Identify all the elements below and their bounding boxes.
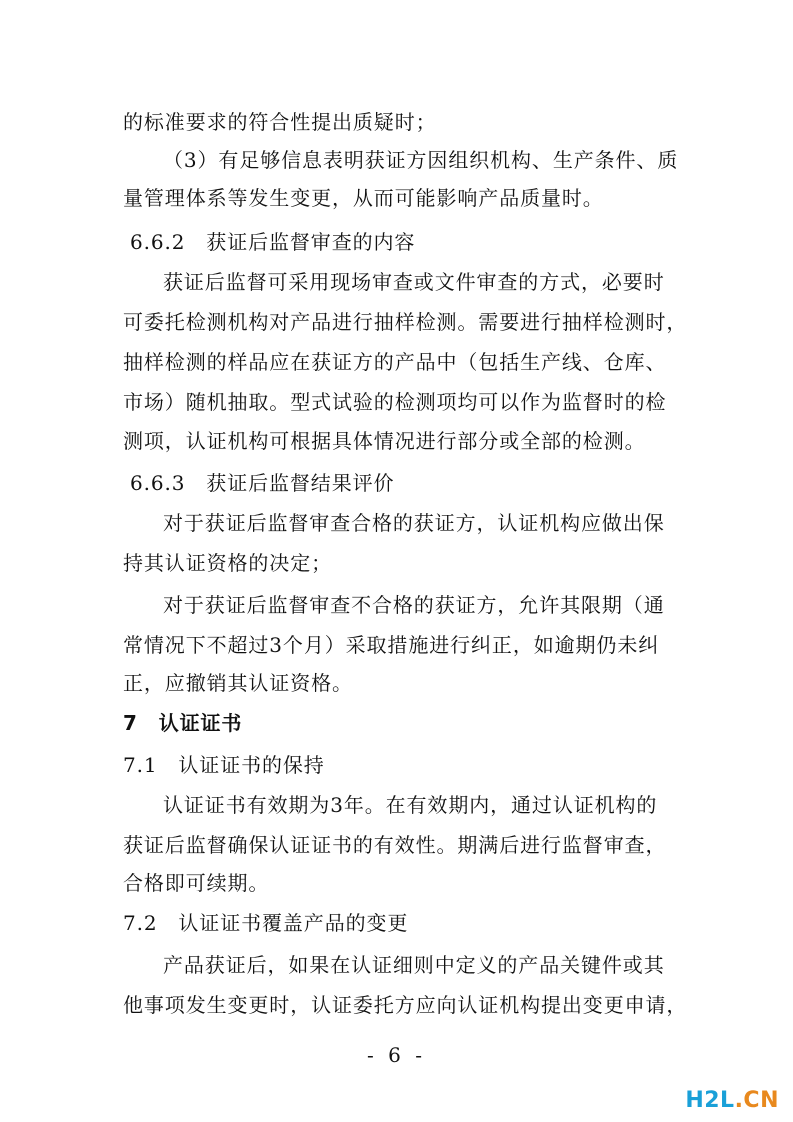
text-line: 持其认证资格的决定；: [123, 551, 332, 575]
chapter-heading-7: 7 认证证书: [123, 711, 243, 735]
watermark-main-text: H2L: [685, 1088, 735, 1113]
text-line: 获证后监督确保认证证书的有效性。期满后进行监督审查，: [123, 833, 667, 857]
text-line: 量管理体系等发生变更，从而可能影响产品质量时。: [123, 186, 604, 210]
watermark-accent-text: .CN: [734, 1088, 779, 1113]
text-line: 抽样检测的样品应在获证方的产品中（包括生产线、仓库、: [123, 350, 667, 374]
text-line: 测项，认证机构可根据具体情况进行部分或全部的检测。: [123, 429, 646, 453]
text-line: 对于获证后监督审查不合格的获证方，允许其限期（通: [163, 593, 665, 617]
text-line: （3）有足够信息表明获证方因组织机构、生产条件、质: [163, 148, 679, 172]
text-line: 获证后监督可采用现场审查或文件审查的方式，必要时: [163, 270, 665, 294]
text-line: 常情况下不超过3个月）采取措施进行纠正，如逾期仍未纠: [123, 633, 660, 657]
section-heading-7-1: 7.1 认证证书的保持: [123, 753, 325, 777]
text-line: 认证证书有效期为3年。在有效期内，通过认证机构的: [163, 793, 658, 817]
text-line: 正，应撤销其认证资格。: [123, 671, 353, 695]
text-line: 可委托检测机构对产品进行抽样检测。需要进行抽样检测时，: [123, 310, 688, 334]
text-line: 对于获证后监督审查合格的获证方，认证机构应做出保: [163, 511, 665, 535]
page-number: - 6 -: [367, 1043, 426, 1067]
text-line: 他事项发生变更时，认证委托方应向认证机构提出变更申请，: [123, 993, 688, 1017]
text-line: 合格即可续期。: [123, 871, 270, 895]
text-line: 产品获证后，如果在认证细则中定义的产品关键件或其: [163, 953, 665, 977]
site-watermark-logo: [685, 1086, 779, 1116]
section-heading-7-2: 7.2 认证证书覆盖产品的变更: [123, 911, 409, 935]
text-line: 的标准要求的符合性提出质疑时；: [123, 110, 437, 134]
text-line: 市场）随机抽取。型式试验的检测项均可以作为监督时的检: [123, 390, 667, 414]
section-heading-6-6-3: 6.6.3 获证后监督结果评价: [130, 471, 395, 495]
section-heading-6-6-2: 6.6.2 获证后监督审查的内容: [130, 230, 416, 254]
